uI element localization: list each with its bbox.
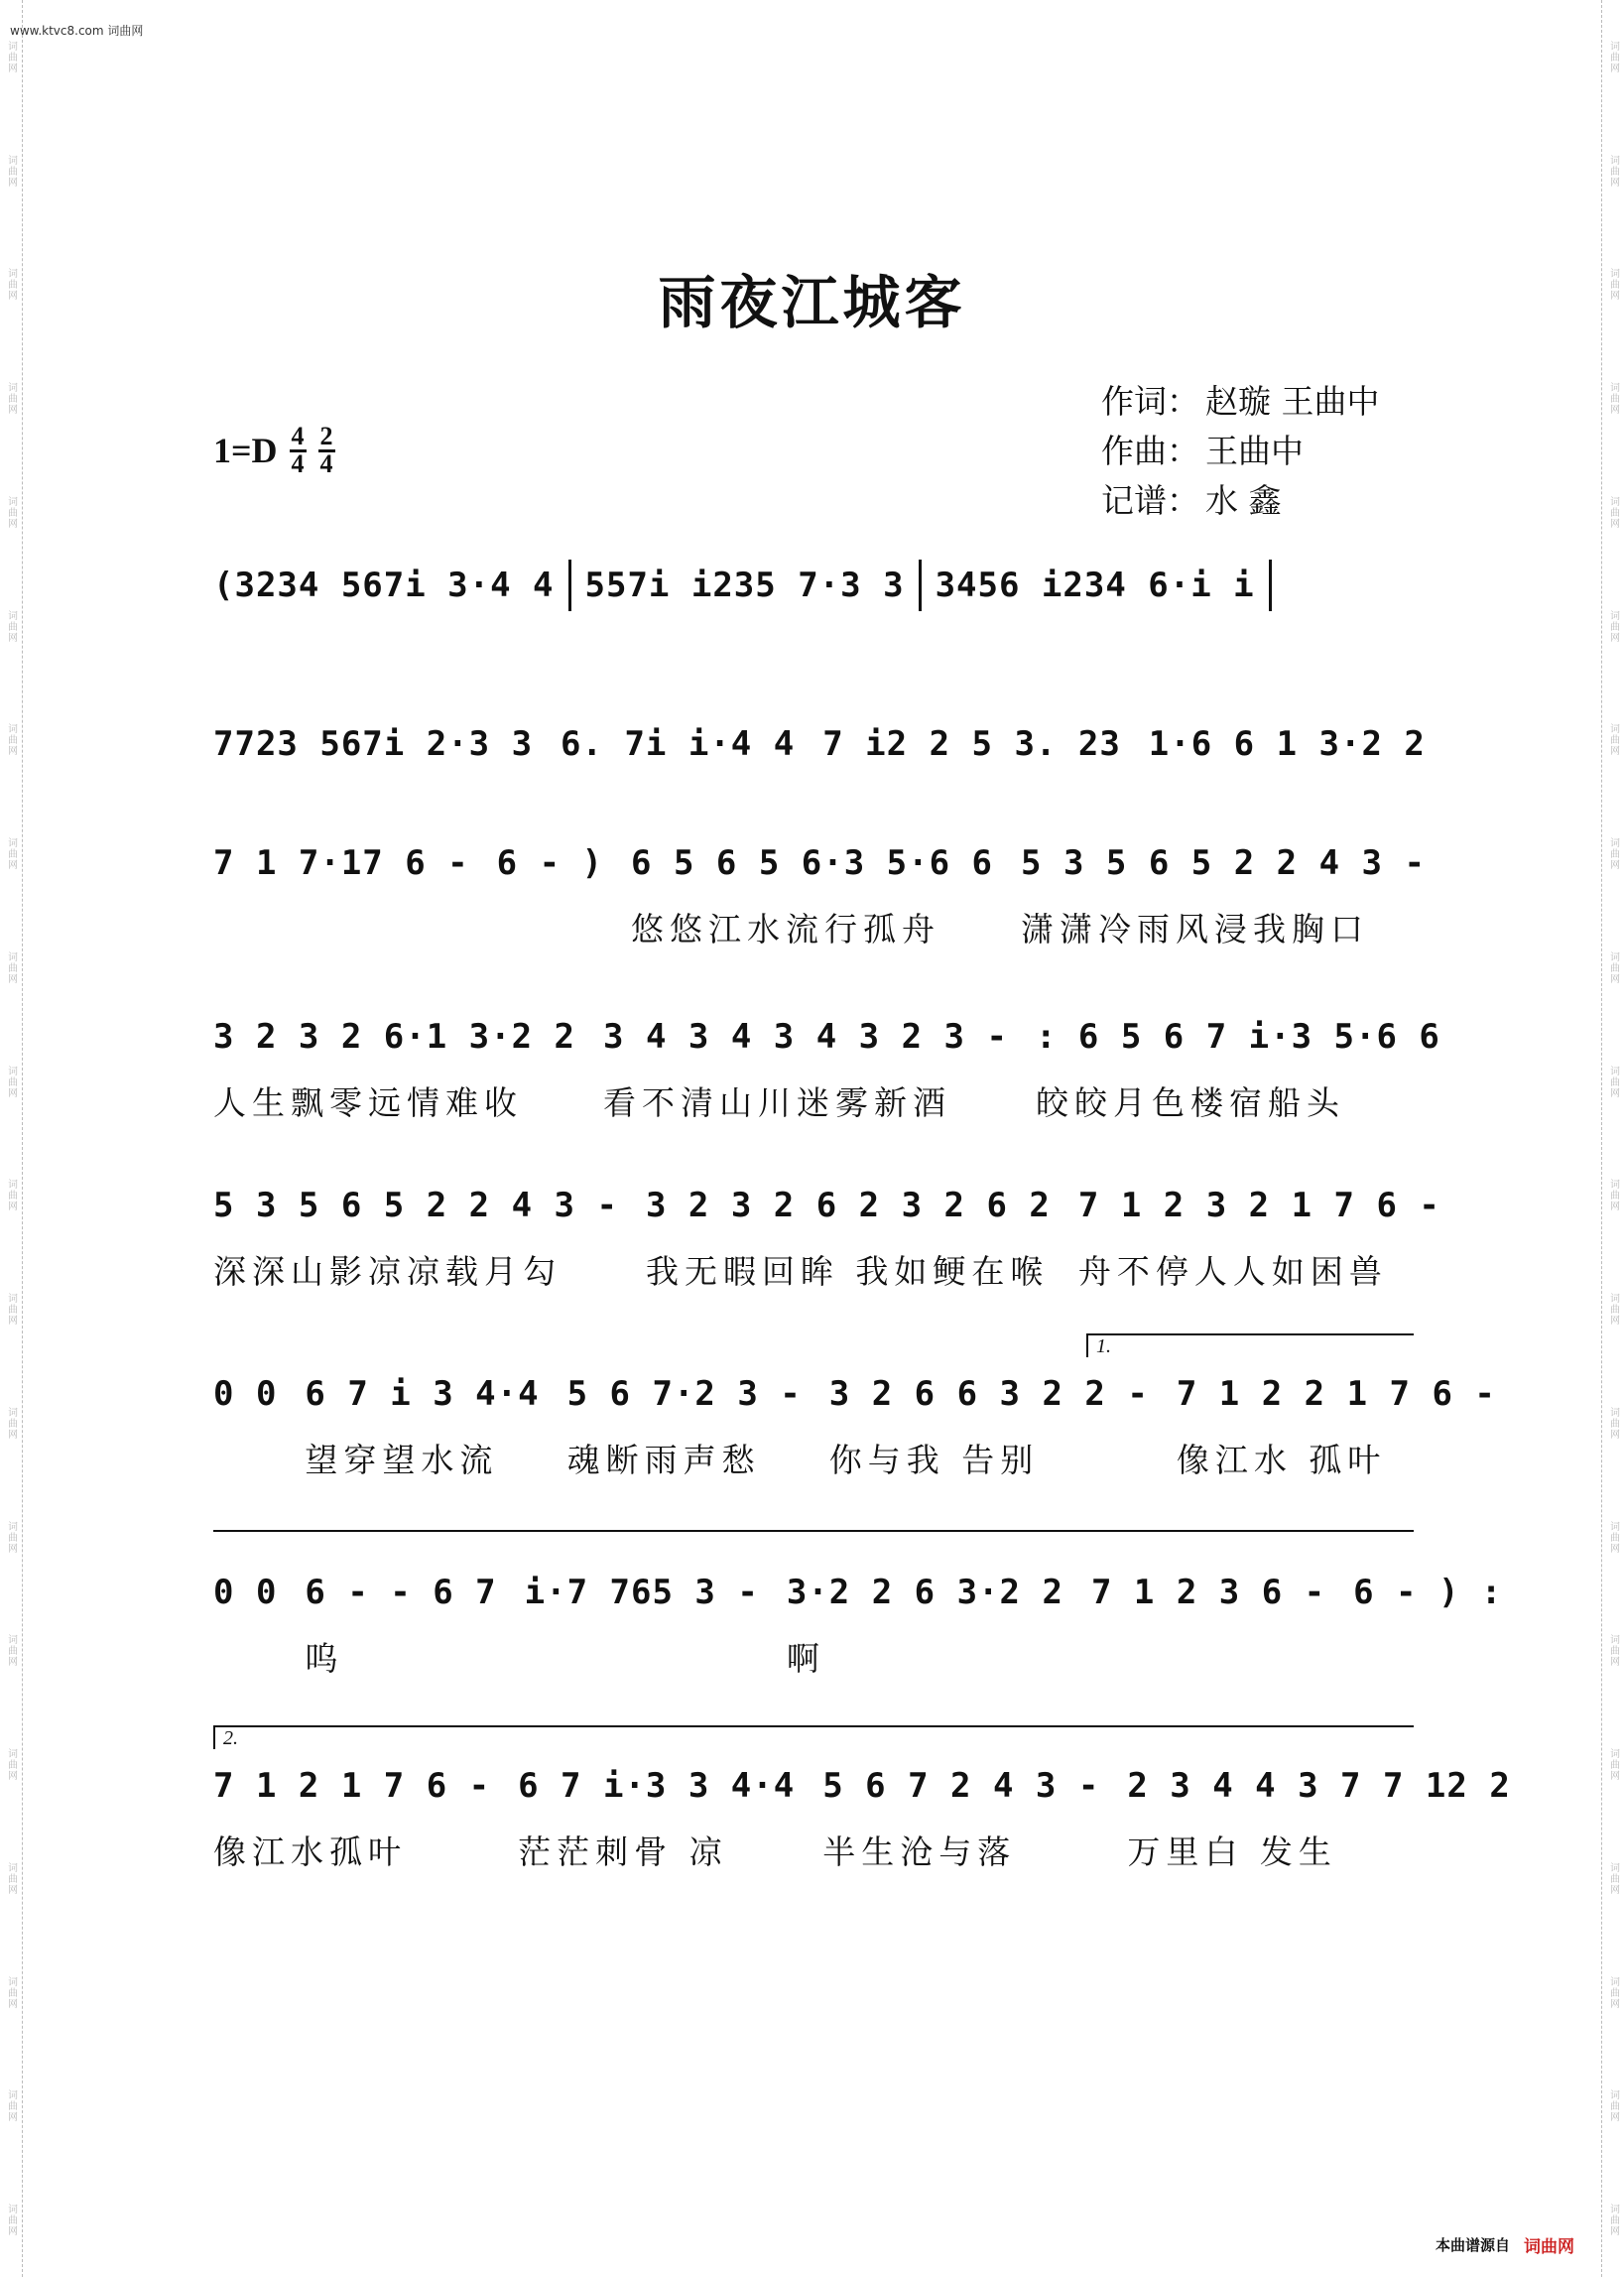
footer-source: 本曲谱源自: [1435, 2236, 1510, 2254]
measure: (3234 567i 3·4 4: [213, 566, 555, 605]
lyrics-line: [213, 904, 1414, 949]
barline: [1269, 560, 1272, 611]
lyric-segment: 我无暇回眸 我如鲠在喉: [645, 1252, 1050, 1291]
lyric-segment: 人生飘零远情难收: [213, 1083, 523, 1122]
credit-lyricist: 作词： 赵璇 王曲中: [1101, 382, 1380, 421]
lyric-segment: 深深山影凉凉载月勾: [213, 1252, 562, 1291]
notation-line: [213, 1761, 1511, 1811]
measure: 0 0: [213, 1374, 278, 1414]
notation-line: [213, 561, 1414, 610]
lyric-segment: 你与我 告别: [828, 1441, 1040, 1479]
measure: 3 2 6 6 3 2 2 -: [828, 1374, 1149, 1414]
footer: [1436, 2232, 1574, 2257]
measure: 3 2 3 2 6·1 3·2 2: [213, 1017, 575, 1057]
lyric-segment: 啊: [786, 1639, 825, 1678]
lyric-segment: 茫茫刺骨 凉: [518, 1833, 728, 1871]
lyric-segment: 呜: [305, 1639, 344, 1678]
lyric-segment: 皎皎月色楼宿船头: [1035, 1083, 1345, 1122]
notation-line: [213, 719, 1426, 769]
score-system: [213, 1568, 1503, 1679]
key-signature: [213, 422, 335, 478]
barline: [568, 560, 571, 611]
score-system: [213, 1181, 1440, 1292]
lyric-segment: 魂断雨声愁: [566, 1441, 761, 1479]
time-signature-2: $\frac{2}{4}$: [319, 422, 333, 478]
measure: 1·6 6 1 3·2 2: [1148, 724, 1426, 764]
lyrics-line: [213, 1633, 1414, 1679]
measure: 7 1 2 3 2 1 7 6 -: [1077, 1186, 1440, 1225]
score-system: [213, 1335, 1496, 1480]
barline: [919, 560, 922, 611]
lyrics-line: [213, 1827, 1414, 1872]
measure: i·7 765 3 -: [524, 1573, 759, 1612]
notation-line: [213, 1369, 1496, 1419]
lyric-segment: 半生沧与落: [822, 1833, 1017, 1871]
lyric-segment: 像江水孤叶: [213, 1833, 407, 1871]
measure: 6 - ) :: [1353, 1573, 1503, 1612]
measure: 2 3 4 4 3 7 7 12 2: [1127, 1766, 1511, 1806]
measure: 5 6 7 2 4 3 -: [822, 1766, 1100, 1806]
measure: 7 1 2 2 1 7 6 -: [1176, 1374, 1496, 1414]
measure: : 6 5 6 7 i·3 5·6 6: [1035, 1017, 1440, 1057]
measure: 6. 7i i·4 4: [561, 724, 796, 764]
measure: 7 1 2 1 7 6 -: [213, 1766, 491, 1806]
lyric-segment: 舟不停人人如困兽: [1077, 1252, 1388, 1291]
left-watermark-strip: 词曲网 词曲网 词曲网 词曲网 词曲网 词曲网 词曲网 词曲网 词曲网 词曲网 词曲网 词曲网 词曲网 词曲网 词曲网 词曲网 词曲网 词曲网 词曲网 词曲网: [0, 0, 23, 2277]
song-title: 雨夜江城客: [658, 269, 966, 336]
score-system: [213, 561, 1414, 610]
lyric-segment: 看不清山川迷雾新酒: [603, 1083, 951, 1122]
measure: 557i i235 7·3 3: [584, 566, 905, 605]
lyric-segment: 像江水 孤叶: [1176, 1441, 1387, 1479]
measure: 7723 567i 2·3 3: [213, 724, 534, 764]
measure: 7 1 2 3 6 -: [1090, 1573, 1326, 1612]
credit-composer: 作曲： 王曲中: [1101, 432, 1304, 470]
volta-bracket: 1.: [1086, 1333, 1414, 1357]
measure: 6 5 6 5 6·3 5·6 6: [631, 843, 993, 883]
notation-line: [213, 838, 1426, 888]
measure: 5 3 5 6 5 2 2 4 3 -: [213, 1186, 618, 1225]
lyrics-line: [213, 1246, 1414, 1292]
measure: 6 7 i 3 4·4: [305, 1374, 540, 1414]
volta-bracket: 2.: [213, 1725, 1414, 1749]
lyric-segment: 望穿望水流: [305, 1441, 499, 1479]
lyrics-line: [213, 1435, 1414, 1480]
notation-line: [213, 1012, 1440, 1062]
notation-line: [213, 1181, 1440, 1230]
measure: 6 - - 6 7: [305, 1573, 497, 1612]
lyric-segment: 悠悠江水流行孤舟: [631, 910, 940, 949]
footer-site-link[interactable]: 词曲网: [1524, 2237, 1574, 2257]
score-system: [213, 719, 1426, 769]
measure: 7 1 7·17 6 -: [213, 843, 469, 883]
lyrics-line: [213, 1077, 1414, 1123]
lyric-segment: 潇潇冷雨风浸我胸口: [1021, 910, 1369, 949]
time-signature-1: $\frac{4}{4}$: [291, 422, 305, 478]
measure: 3 4 3 4 3 4 3 2 3 -: [603, 1017, 1008, 1057]
key-label: 1=D: [213, 431, 278, 471]
measure: 3·2 2 6 3·2 2: [786, 1573, 1063, 1612]
measure: 5 6 7·2 3 -: [566, 1374, 802, 1414]
lyric-segment: 万里白 发生: [1127, 1833, 1337, 1871]
measure: 0 0: [213, 1573, 278, 1612]
measure: 6 - ): [496, 843, 603, 883]
credits: [1101, 377, 1380, 526]
notation-line: [213, 1568, 1503, 1617]
score-system: [213, 1727, 1511, 1872]
measure: 3456 i234 6·i i: [935, 566, 1255, 605]
measure: 5 3 5 6 5 2 2 4 3 -: [1021, 843, 1426, 883]
site-header[interactable]: www.ktvc8.com 词曲网: [10, 24, 144, 38]
credit-transcriber: 记谱： 水 鑫: [1101, 481, 1282, 520]
separator-rule: [213, 1530, 1414, 1532]
right-watermark-strip: 词曲网 词曲网 词曲网 词曲网 词曲网 词曲网 词曲网 词曲网 词曲网 词曲网 词曲网 词曲网 词曲网 词曲网 词曲网 词曲网 词曲网 词曲网 词曲网 词曲网: [1601, 0, 1624, 2277]
measure: 3 2 3 2 6 2 3 2 6 2: [645, 1186, 1051, 1225]
score-system: [213, 1012, 1440, 1123]
measure: 6 7 i·3 3 4·4: [518, 1766, 796, 1806]
score-system: [213, 838, 1426, 949]
measure: 7 i2 2 5 3. 23: [822, 724, 1121, 764]
